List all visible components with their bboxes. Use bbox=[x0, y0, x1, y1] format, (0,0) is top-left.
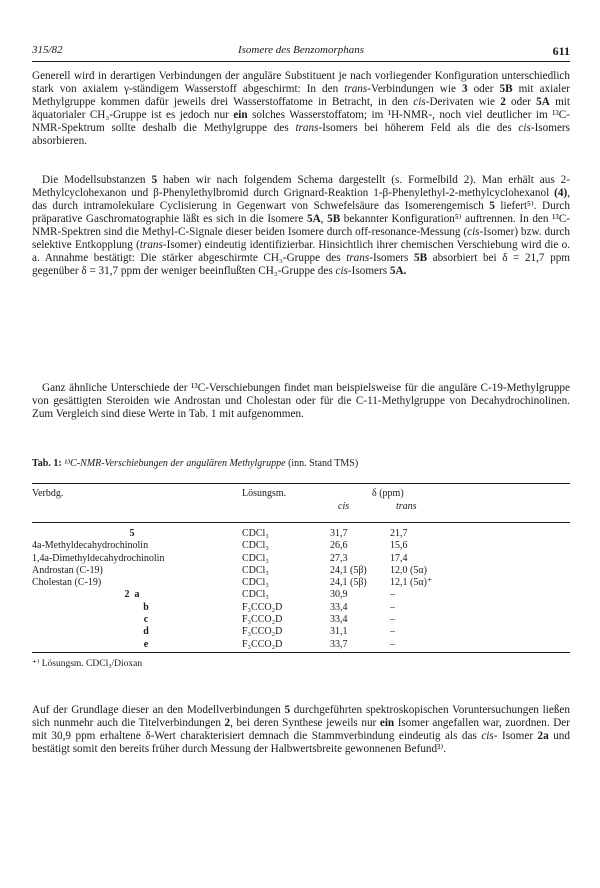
page-number: 611 bbox=[552, 44, 570, 58]
paragraph-3: Ganz ähnliche Unterschiede der ¹³C-Verschiebungen findet man beispielsweise für die anguläre C-19-Methylgruppe von gesättigten Steroiden wie Androstan und Cholestan oder für die C-11-Methylgruppe von Decahydrochinolinen. Zum Vergleich sind diese Werte in Tab. 1 mit aufgenommen. bbox=[32, 382, 570, 421]
paragraph-2: Die Modellsubstanzen 5 haben wir nach folgendem Schema dargestellt (s. Formelbild 2). Man erhält aus 2-Methylcyclohexanon und β-Phenylethylbromid durch Grignard-Reaktion 1-β-Phenylethyl-2-methylcyclohexanol (4), das durch intramolekulare Cyclisierung in Gegenwart von Schwefelsäure das Isomerengemisch 5 liefert⁵⁾. Durch präparative Gaschromatographie läßt es sich in die Isomere 5A, 5B bekannter Konfiguration⁵⁾ auftrennen. In den ¹³C-NMR-Spektren sind die Methyl-C-Signale dieser beiden Isomere durch off-resonance-Messung (cis-Isomer) bzw. durch selektive Entkopplung (trans-Isomer) eindeutig identifizierbar. Hinsichtlich ihrer chemischen Verschiebung wird die o. a. Annahme bestätigt: Die stärker abgeschirmte CH₃-Gruppe des trans-Isomers 5B absorbiert bei δ = 21,7 ppm gegenüber δ = 31,7 ppm der weniger beeinflußten CH₃-Gruppe des cis-Isomers 5A. bbox=[32, 174, 571, 278]
col-trans: trans bbox=[396, 501, 417, 512]
data-table bbox=[32, 528, 570, 651]
table-row: Cholestan (C-19) CDCl₃ 24,1 (5β) 12,1 (5α)⁺ bbox=[32, 577, 433, 589]
table-row: c F₃CCO₂D 33,4 – bbox=[143, 614, 395, 626]
table-top-rule bbox=[32, 483, 570, 484]
table-bottom-rule bbox=[32, 652, 570, 653]
header-rule bbox=[32, 61, 570, 62]
col-compound: Verbdg. bbox=[32, 488, 64, 499]
table-row: 1,4a-Dimethyldecahydrochinolin CDCl₃ 27,3 17,4 bbox=[32, 552, 408, 564]
col-cis: cis bbox=[338, 501, 350, 512]
col-delta: δ (ppm) bbox=[372, 488, 404, 499]
table-caption: Tab. 1: ¹³C-NMR-Verschiebungen der angulären Methylgruppe (inn. Stand TMS) bbox=[32, 458, 359, 469]
paragraph-1: Generell wird in derartigen Verbindungen der anguläre Substituent je nach vorliegender Konfiguration unterschiedlich stark von axialem γ-ständigem Wasserstoff abgeschirmt: In den trans-Verbindungen wie 3 oder 5B mit axialer Methylgruppe kommen dafür jeweils drei Wasserstoffatome in Betracht, in den cis-Derivaten wie 2 oder 5A mit äquatorialer CH₃-Gruppe ist es jedoch nur ein solches Wasserstoffatom; im ¹H-NMR-, noch viel deutlicher im ¹³C-NMR-Spektrum sollte deshalb die Methylgruppe des trans-Isomers bei höherem Feld als die des cis-Isomers absorbieren. bbox=[32, 70, 570, 148]
table-row: 5 CDCl₃ 31,7 21,7 bbox=[129, 528, 408, 539]
table-row: 2 a CDCl₃ 30,9 – bbox=[124, 589, 395, 601]
table-row: b F₃CCO₂D 33,4 – bbox=[143, 601, 395, 613]
table-row: 4a-Methyldecahydrochinolin CDCl₃ 26,6 15,6 bbox=[32, 540, 408, 552]
table-header-rule bbox=[32, 522, 570, 523]
table-footnote: ⁺⁾ Lösungsm. CDCl₃/Dioxan bbox=[32, 659, 143, 669]
paragraph-4: Auf der Grundlage dieser an den Modellverbindungen 5 durchgeführten spektroskopischen Voruntersuchungen ließen sich nunmehr auch die Titelverbindungen 2, bei deren Synthese jeweils nur ein Isomer angefallen war, zuordnen. Der mit 30,9 ppm erhaltene δ-Wert charakterisiert demnach die Stammverbindung eindeutig als das cis- Isomer 2a und bestätigt somit den bereits früher durch Messung der Halbwertsbreite gewonnenen Befund³⁾. bbox=[32, 704, 570, 756]
journal-issue: 315/82 bbox=[32, 44, 63, 56]
table-row: d F₃CCO₂D 31,1 – bbox=[143, 626, 395, 638]
running-title: Isomere des Benzomorphans bbox=[237, 44, 365, 56]
page-header bbox=[32, 44, 570, 60]
col-solvent: Lösungsm. bbox=[242, 488, 287, 499]
table-row: e F₃CCO₂D 33,7 – bbox=[143, 638, 395, 650]
table-row: Androstan (C-19) CDCl₃ 24,1 (5β) 12,0 (5α) bbox=[32, 564, 427, 576]
table-header bbox=[32, 488, 570, 518]
